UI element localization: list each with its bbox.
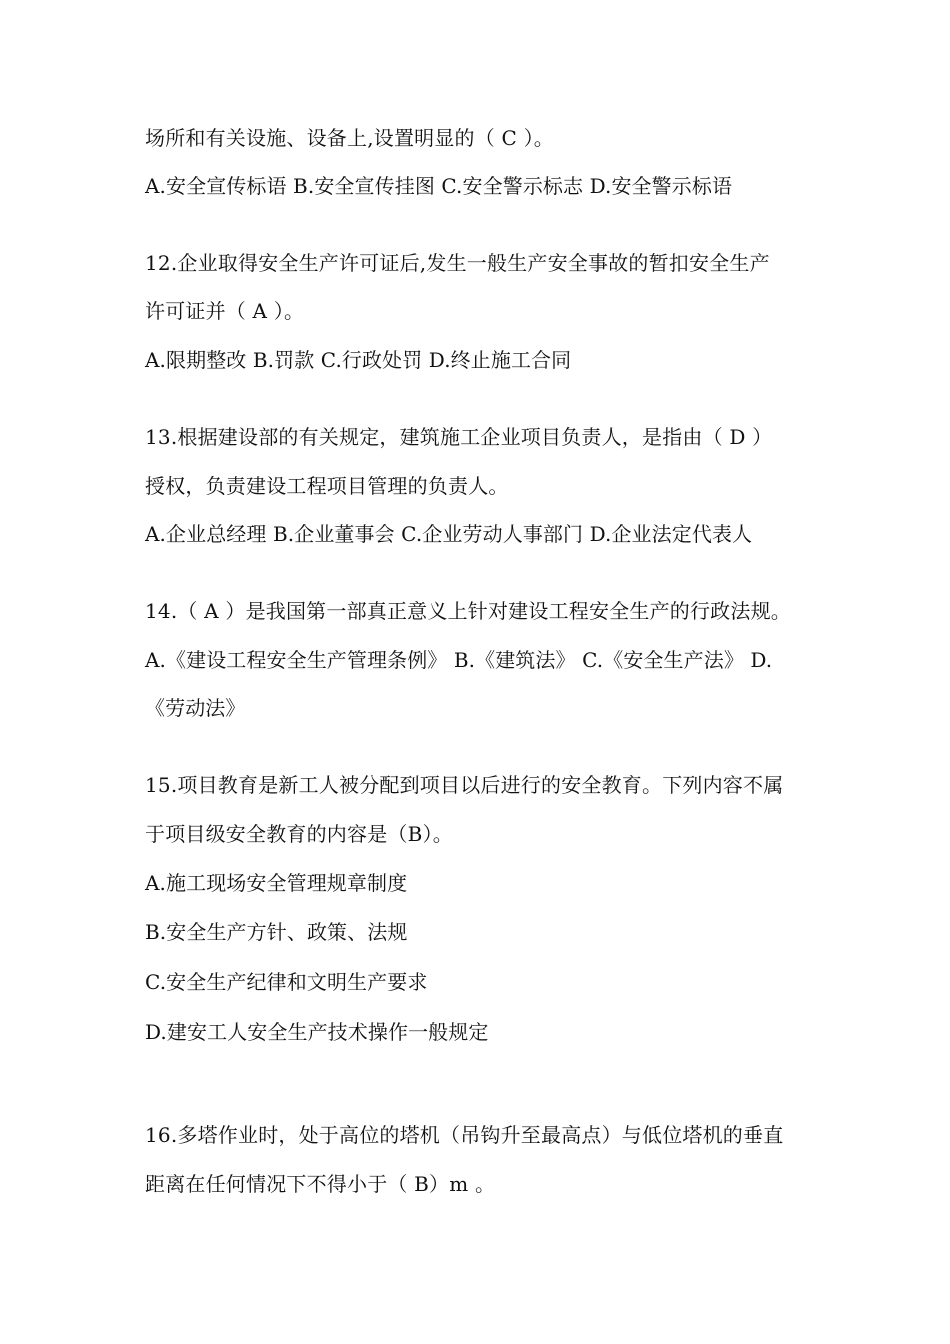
question-15-option-c: C.安全生产纪律和文明生产要求 — [145, 970, 428, 994]
question-11-continuation: 场所和有关设施、设备上,设置明显的（ C ）。 — [145, 126, 554, 150]
question-12-line-2: 许可证并（ A ）。 — [145, 299, 305, 323]
question-13-line-2: 授权，负责建设工程项目管理的负责人。 — [145, 474, 509, 498]
question-12-line-1: 12.企业取得安全生产许可证后,发生一般生产安全事故的暂扣安全生产 — [145, 251, 770, 275]
question-14-line-1: 14.（ A ）是我国第一部真正意义上针对建设工程安全生产的行政法规。 — [145, 599, 791, 623]
question-16-line-2: 距离在任何情况下不得小于（ B）m 。 — [145, 1172, 496, 1196]
question-12-options: A.限期整改 B.罚款 C.行政处罚 D.终止施工合同 — [145, 348, 572, 372]
question-15-option-a: A.施工现场安全管理规章制度 — [145, 871, 408, 895]
question-15-line-2: 于项目级安全教育的内容是（B）。 — [145, 822, 453, 846]
question-13-line-1: 13.根据建设部的有关规定，建筑施工企业项目负责人，是指由（ D ） — [145, 425, 773, 449]
question-15-option-b: B.安全生产方针、政策、法规 — [145, 920, 408, 944]
question-13-options: A.企业总经理 B.企业董事会 C.企业劳动人事部门 D.企业法定代表人 — [145, 522, 753, 546]
question-15-option-d: D.建安工人安全生产技术操作一般规定 — [145, 1020, 489, 1044]
question-16-line-1: 16.多塔作业时，处于高位的塔机（吊钩升至最高点）与低位塔机的垂直 — [145, 1123, 784, 1147]
question-14-options: A.《建设工程安全生产管理条例》 B.《建筑法》 C.《安全生产法》 D. — [145, 648, 773, 672]
question-15-line-1: 15.项目教育是新工人被分配到项目以后进行的安全教育。下列内容不属 — [145, 773, 784, 797]
question-11-options: A.安全宣传标语 B.安全宣传挂图 C.安全警示标志 D.安全警示标语 — [145, 174, 733, 198]
question-14-options-cont: 《劳动法》 — [145, 696, 246, 720]
